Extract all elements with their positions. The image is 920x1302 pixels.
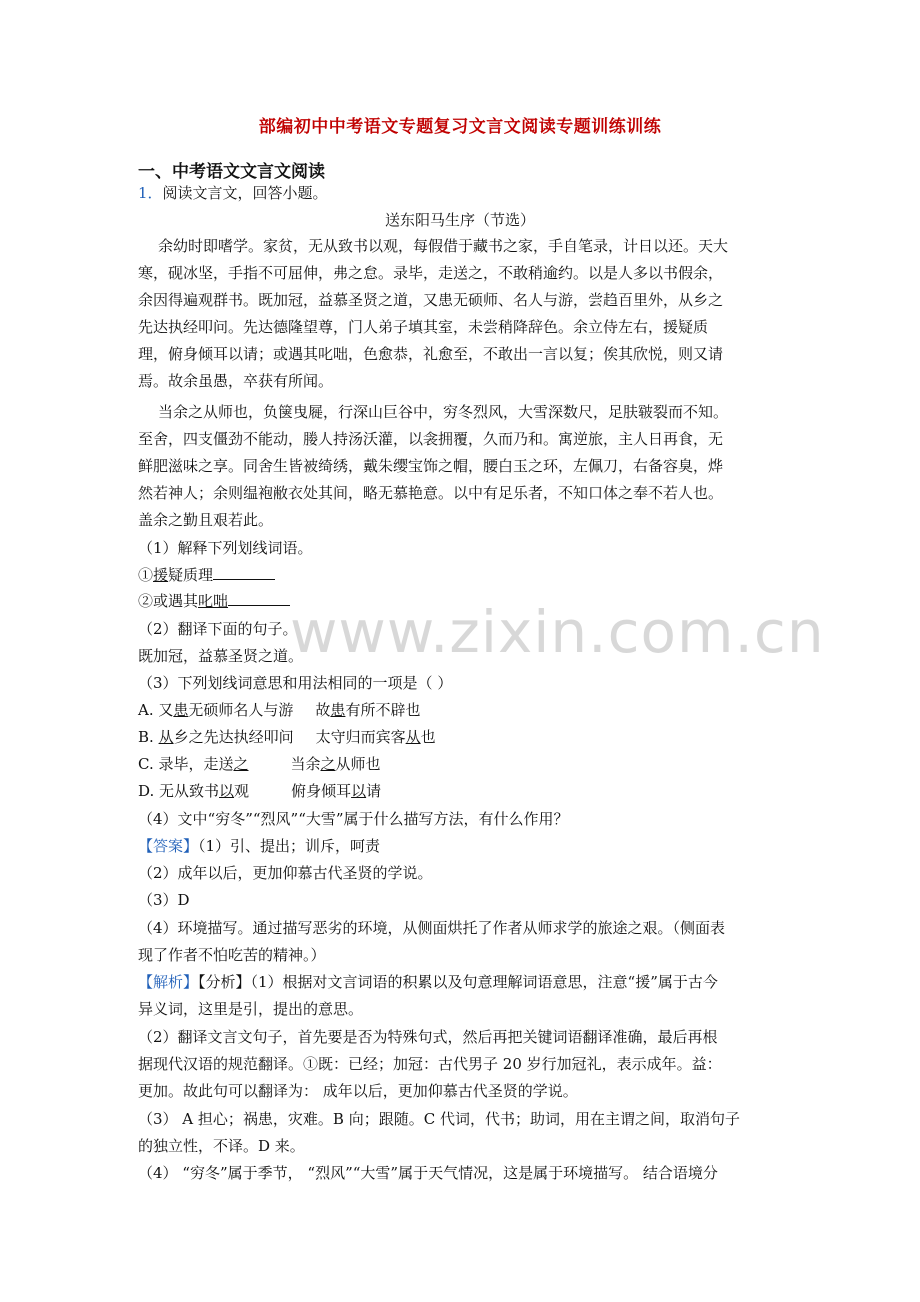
passage-line: 理，俯身倾耳以请；或遇其叱咄，色愈恭，礼愈至，不敢出一言以复；俟其欣悦，则又请: [138, 345, 724, 363]
item-marker: ①: [138, 566, 154, 584]
answer-line: （4）环境描写。通过描写恶劣的环境，从侧面烘托了作者从师求学的旅途之艰。（侧面表: [138, 919, 726, 937]
passage-line: 先达执经叩问。先达德隆望尊，门人弟子填其室，未尝稍降辞色。余立侍左右，援疑质: [138, 318, 709, 336]
analysis-text: 【分析】（1）根据对文言词语的积累以及句意理解词语意思，注意“援”属于古今: [198, 973, 718, 991]
option-text: 请: [366, 782, 382, 800]
answer-line: [138, 836, 788, 856]
underlined-word: 患: [330, 701, 346, 719]
option-text: B.: [138, 728, 159, 746]
option-c: [138, 754, 788, 774]
underlined-word: 之: [320, 755, 336, 773]
option-text: C. 录毕，走送: [138, 755, 234, 773]
option-b-part: [315, 700, 420, 720]
passage-title: 送东阳马生序（节选）: [384, 211, 535, 229]
analysis-line: 更加。故此句可以翻译为： 成年以后，更加仰慕古代圣贤的学说。: [138, 1082, 578, 1100]
analysis-line: （2）翻译文言文句子，首先要是否为特殊句式，然后再把关键词语翻译准确，最后再根: [138, 1028, 718, 1046]
subquestion-4: （4）文中“穷冬”“烈风”“大雪”属于什么描写方法，有什么作用？: [138, 810, 569, 828]
question-intro: [138, 183, 788, 203]
passage-line: 盖余之勤且艰若此。: [138, 511, 274, 529]
answer-text: （1）引、提出；训斥，呵责: [198, 837, 381, 855]
watermark: www.zixin.com.cn: [290, 598, 825, 666]
option-text: 从师也: [335, 755, 381, 773]
option-text: 太守归而宾客: [315, 728, 406, 746]
document-title: 部编初中中考语文专题复习文言文阅读专题训练训练: [258, 117, 662, 137]
subquestion-2: （2）翻译下面的句子。: [138, 620, 298, 638]
option-d: [138, 781, 788, 801]
option-text: 俯身倾耳: [291, 782, 352, 800]
item-text: ②或遇其: [138, 592, 199, 610]
option-b-part: [291, 754, 381, 774]
subquestion-1: （1）解释下列划线词语。: [138, 539, 313, 557]
passage-line: 余因得遍观群书。既加冠，益慕圣贤之道，又患无硕师、名人与游，尝趋百里外，从乡之: [138, 291, 724, 309]
option-b-part: [316, 727, 436, 747]
underlined-word: 之: [233, 755, 249, 773]
question-number: 1．: [138, 184, 163, 202]
underlined-word: 患: [173, 701, 189, 719]
section-heading: 一、中考语文文言文阅读: [138, 162, 325, 182]
answer-tag: 【答案】: [138, 837, 199, 855]
underlined-word: 从: [405, 728, 421, 746]
option-text: A. 又: [138, 701, 174, 719]
option-a: [138, 700, 788, 720]
analysis-line: 的独立性，不译。D 来。: [138, 1137, 305, 1155]
answer-line: （3）D: [138, 891, 190, 909]
passage-line: 至舍，四支僵劲不能动，媵人持汤沃灌，以衾拥覆，久而乃和。寓逆旅，主人日再食，无: [138, 430, 724, 448]
underlined-word: 以: [219, 782, 235, 800]
underlined-word: 援: [153, 566, 169, 584]
underlined-word: 从: [158, 728, 174, 746]
passage-line: 余幼时即嗜学。家贫，无从致书以观，每假借于藏书之家，手自笔录，计日以还。天大: [158, 237, 729, 255]
option-text: 当余: [290, 755, 321, 773]
analysis-tag: 【解析】: [138, 973, 199, 991]
subquestion-1a: [138, 565, 788, 585]
option-text: D. 无从致书: [138, 782, 220, 800]
subquestion-3: （3）下列划线词意思和用法相同的一项是（ ）: [138, 674, 453, 692]
item-text: 疑质理: [168, 566, 214, 584]
analysis-line: 据现代汉语的规范翻译。①既：已经；加冠：古代男子 20 岁行加冠礼，表示成年。益：: [138, 1055, 722, 1073]
answer-blank: [228, 591, 290, 606]
option-text: 故: [315, 701, 331, 719]
option-text: 乡之先达执经叩问: [173, 728, 294, 746]
analysis-line: （4） “穷冬”属于季节， “烈风”“大雪”属于天气情况，这是属于环境描写。 结合语境分: [138, 1164, 718, 1182]
question-intro-text: 阅读文言文，回答小题。: [162, 184, 328, 202]
option-text: 也: [420, 728, 436, 746]
analysis-line: （3） A 担心；祸患，灾难。B 向；跟随。C 代词，代书；助词，用在主谓之间，取消句子: [138, 1110, 740, 1128]
option-text: 观: [234, 782, 250, 800]
passage-line: 寒，砚冰坚，手指不可屈伸，弗之怠。录毕，走送之，不敢稍逾约。以是人多以书假余，: [138, 264, 724, 282]
option-text: 无硕师名人与游: [188, 701, 294, 719]
subquestion-1b: [138, 591, 788, 611]
underlined-word: 以: [351, 782, 367, 800]
option-text: 有所不辟也: [345, 701, 421, 719]
passage-line: 焉。故余虽愚，卒获有所闻。: [138, 372, 334, 390]
answer-line: 现了作者不怕吃苦的精神。）: [138, 946, 326, 964]
answer-line: （2）成年以后，更加仰慕古代圣贤的学说。: [138, 864, 433, 882]
underlined-word: 叱咄: [198, 592, 229, 610]
analysis-line: [138, 972, 788, 992]
analysis-line: 异义词，这里是引，提出的意思。: [138, 1000, 364, 1018]
passage-line: 然若神人；余则缊袍敝衣处其间，略无慕艳意。以中有足乐者，不知口体之奉不若人也。: [138, 484, 724, 502]
passage-line: 当余之从师也，负箧曳屣，行深山巨谷中，穷冬烈风，大雪深数尺，足肤皲裂而不知。: [158, 403, 729, 421]
option-b-part: [291, 781, 381, 801]
option-b: [138, 727, 788, 747]
answer-blank: [213, 565, 275, 580]
passage-line: 鲜肥滋味之享。同舍生皆被绮绣，戴朱缨宝饰之帽，腰白玉之环，左佩刀，右备容臭，烨: [138, 457, 724, 475]
subquestion-2-text: 既加冠，益慕圣贤之道。: [138, 647, 304, 665]
